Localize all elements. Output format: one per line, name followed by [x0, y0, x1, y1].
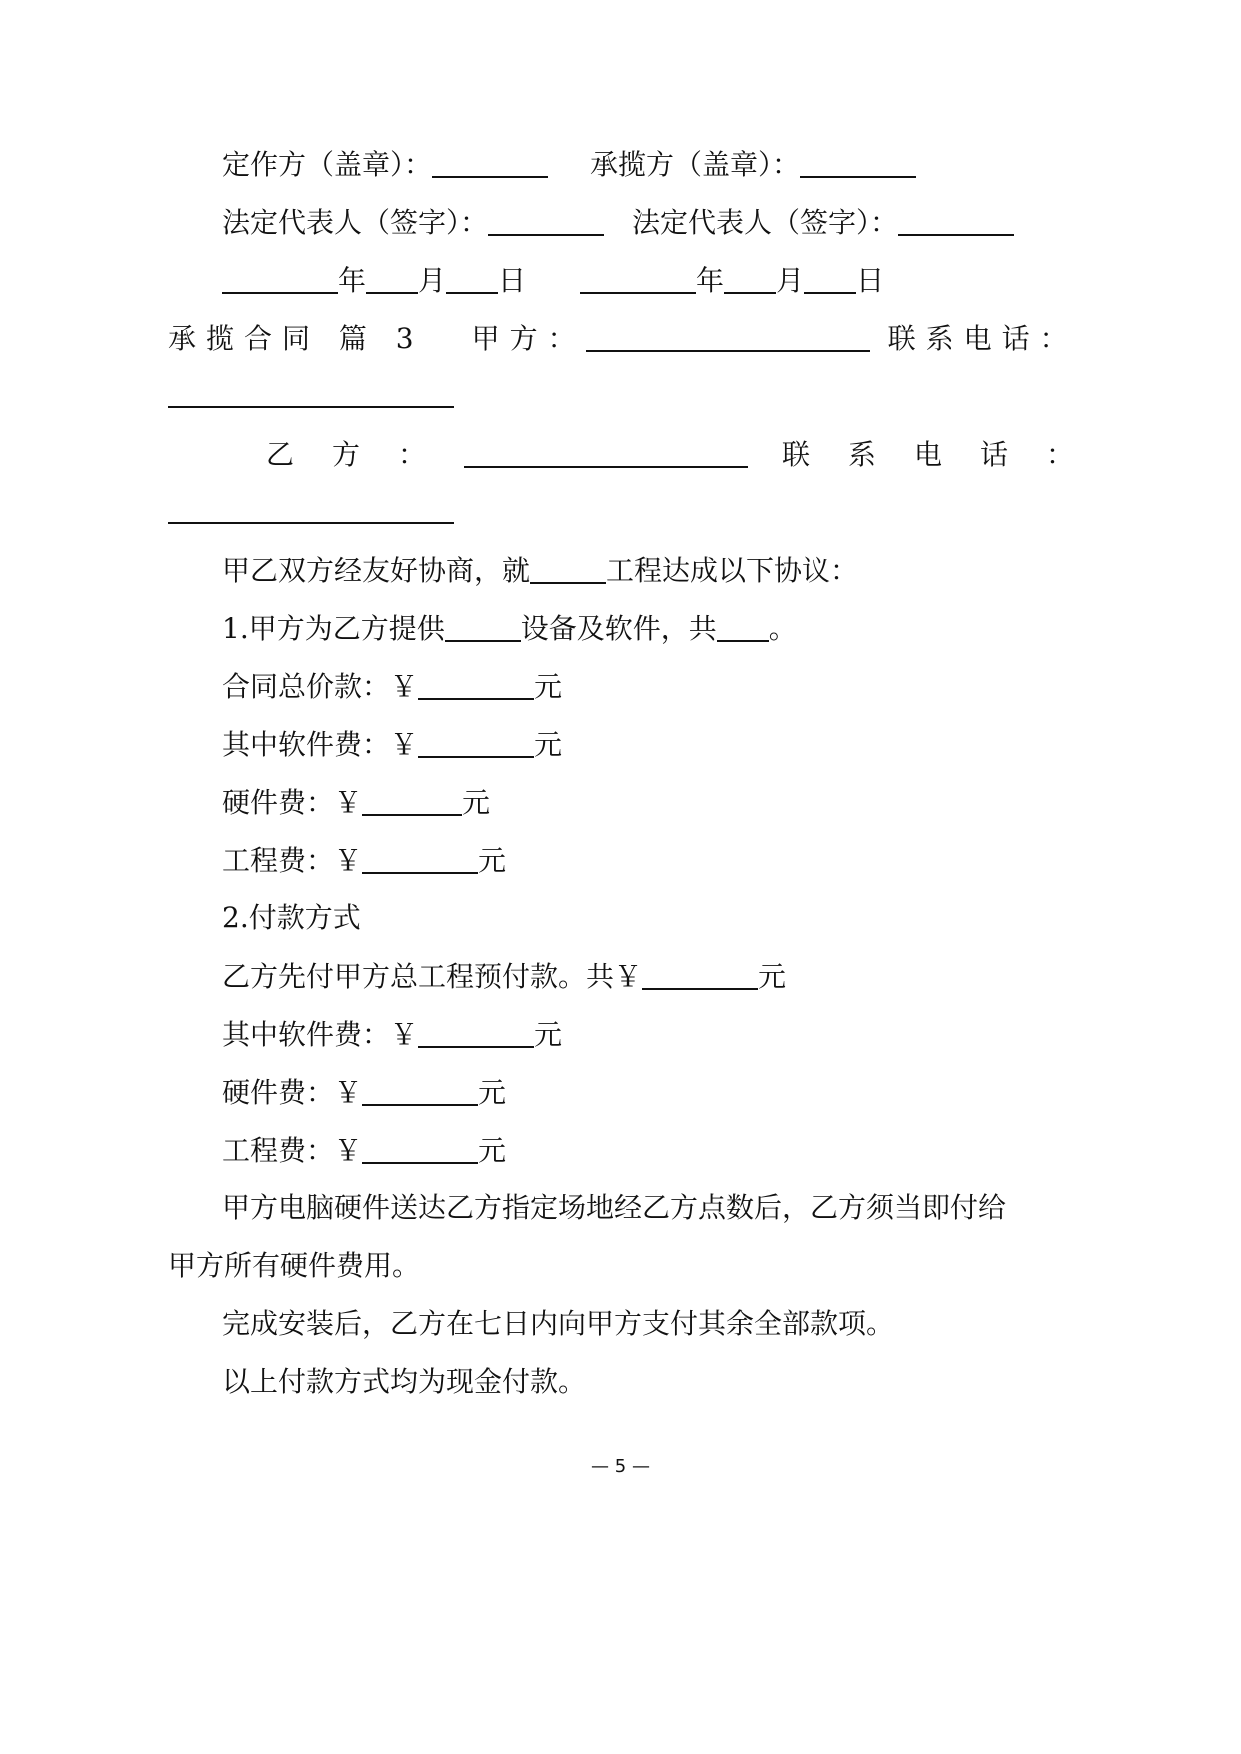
price-engineering-unit: 元	[478, 844, 507, 877]
price-total-unit: 元	[534, 670, 563, 703]
prepay-label: 乙方先付甲方总工程预付款。共￥	[222, 960, 643, 993]
price-engineering-blank	[362, 846, 478, 874]
price-hardware-label: 硬件费：￥	[222, 786, 363, 819]
install-paragraph: 完成安装后，乙方在七日内向甲方支付其余全部款项。	[222, 1307, 895, 1340]
intro-prefix: 甲乙双方经友好协商，就	[222, 554, 531, 587]
party-a-rep-label: 法定代表人（签字）：	[222, 206, 489, 239]
prepay-hardware-label: 硬件费：￥	[222, 1076, 363, 1109]
date-b-day-blank	[804, 266, 856, 294]
party-a-rep-blank	[488, 208, 604, 236]
party-b-seal-blank	[800, 150, 916, 178]
party-b-row	[266, 436, 1112, 473]
party-a-label: 甲方：	[471, 322, 586, 355]
price-hardware-blank	[362, 788, 462, 816]
party-b-blank	[464, 440, 748, 468]
prepay-software	[222, 1016, 562, 1053]
clause-1-middle: 设备及软件，共	[520, 612, 717, 645]
signature-row-seal	[222, 146, 916, 183]
date-a-day-label: 日	[498, 264, 527, 297]
quantity-blank	[717, 614, 769, 642]
date-a-month-label: 月	[418, 264, 447, 297]
clause-2-title: 2.付款方式	[222, 901, 361, 934]
clause-1	[222, 610, 797, 647]
prepay-blank	[642, 962, 758, 990]
intro-paragraph	[222, 552, 858, 589]
intro-suffix: 工程达成以下协议：	[606, 554, 859, 587]
price-hardware	[222, 784, 490, 821]
party-a-phone-blank	[168, 406, 454, 408]
party-b-phone-blank	[168, 522, 454, 524]
price-software-label: 其中软件费：￥	[222, 728, 419, 761]
prepay-engineering-unit: 元	[478, 1134, 507, 1167]
prepay-hardware-unit: 元	[478, 1076, 507, 1109]
prepay-software-label: 其中软件费：￥	[222, 1018, 419, 1051]
section-heading: 承揽合同 篇 3	[168, 322, 424, 355]
party-b-label: 乙方：	[266, 438, 465, 471]
price-software-blank	[418, 730, 534, 758]
hardware-paragraph-line-2: 甲方所有硬件费用。	[168, 1249, 421, 1282]
page-number: — 5 —	[591, 1456, 650, 1477]
date-b-month-blank	[724, 266, 776, 294]
clause-1-prefix: 1.甲方为乙方提供	[222, 612, 445, 645]
price-engineering	[222, 842, 506, 879]
signature-row-date	[222, 262, 884, 299]
signature-row-rep	[222, 204, 1014, 241]
date-b-year-label: 年	[696, 264, 725, 297]
prepay-line	[222, 958, 786, 995]
party-a-seal-label: 定作方（盖章）：	[222, 148, 433, 181]
party-b-seal-label: 承揽方（盖章）：	[590, 148, 801, 181]
prepay-unit: 元	[758, 960, 787, 993]
party-a-blank	[586, 324, 870, 352]
party-a-phone-label: 联系电话：	[887, 322, 1078, 355]
prepay-software-blank	[418, 1020, 534, 1048]
price-total-label: 合同总价款：￥	[222, 670, 419, 703]
party-b-rep-blank	[898, 208, 1014, 236]
prepay-software-unit: 元	[534, 1018, 563, 1051]
price-total	[222, 668, 562, 705]
party-a-seal-blank	[432, 150, 548, 178]
price-hardware-unit: 元	[462, 786, 491, 819]
prepay-engineering	[222, 1132, 506, 1169]
equipment-blank	[445, 614, 521, 642]
prepay-engineering-blank	[362, 1136, 478, 1164]
date-a-year-blank	[222, 266, 338, 294]
price-software-unit: 元	[534, 728, 563, 761]
price-total-blank	[418, 672, 534, 700]
hardware-paragraph-line-1: 甲方电脑硬件送达乙方指定场地经乙方点数后，乙方须当即付给	[222, 1191, 1007, 1224]
cash-paragraph: 以上付款方式均为现金付款。	[222, 1365, 587, 1398]
clause-1-suffix: 。	[768, 612, 797, 645]
prepay-engineering-label: 工程费：￥	[222, 1134, 363, 1167]
party-b-rep-label: 法定代表人（签字）：	[632, 206, 899, 239]
price-engineering-label: 工程费：￥	[222, 844, 363, 877]
date-b-day-label: 日	[856, 264, 885, 297]
date-a-year-label: 年	[338, 264, 367, 297]
price-software	[222, 726, 562, 763]
section-heading-row	[168, 320, 1078, 357]
date-b-year-blank	[580, 266, 696, 294]
date-a-month-blank	[366, 266, 418, 294]
date-a-day-blank	[446, 266, 498, 294]
date-b-month-label: 月	[776, 264, 805, 297]
prepay-hardware-blank	[362, 1078, 478, 1106]
project-name-blank	[530, 556, 606, 584]
prepay-hardware	[222, 1074, 506, 1111]
party-b-phone-label: 联系电话：	[782, 438, 1113, 471]
